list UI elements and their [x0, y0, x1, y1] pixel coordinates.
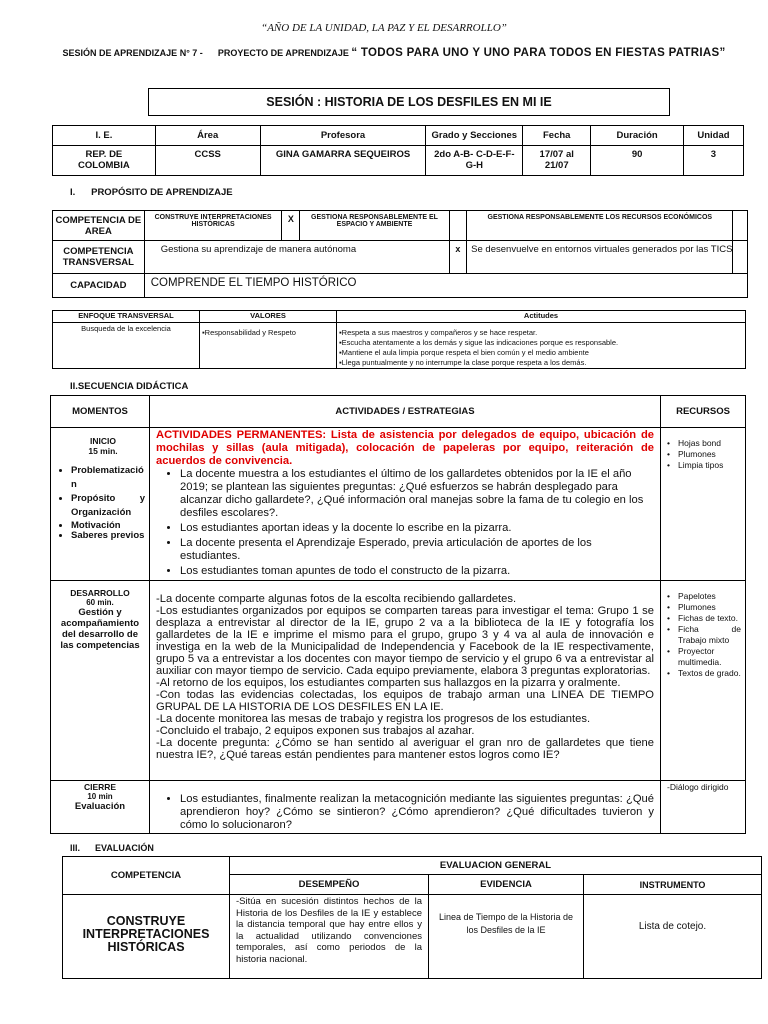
capacidad-value: COMPRENDE EL TIEMPO HISTÓRICO: [144, 274, 747, 298]
desarrollo-activity: -La docente comparte algunas fotos de la escolta recibiendo gallardetes.: [156, 593, 517, 605]
desarrollo-activity: -Al retorno de los equipos, los estudiantes comparten sus hallazgos en la pizarra y oralmente.: [156, 677, 621, 689]
cierre-moment: [51, 781, 150, 834]
resource-item: • Papelotes: [678, 591, 741, 602]
purpose-table: [52, 210, 748, 298]
info-header: Grado y Secciones: [426, 126, 523, 146]
session-header: [60, 46, 728, 60]
valor-text: Responsabilidad y Respeto: [204, 328, 296, 337]
inicio-activity: • Los estudiantes toman apuntes de todo el constructo de la pizarra.: [180, 565, 654, 578]
actitud-item: ▪Escucha atentamente a los demás y sigue las indicaciones porque es responsable.: [339, 338, 619, 347]
info-value-row: [53, 146, 744, 176]
project-title: “ TODOS PARA UNO Y UNO PARA TODOS EN FIESTAS PATRIAS”: [351, 47, 726, 59]
permanent-activities: ACTIVIDADES PERMANENTES: Lista de asistencia por delegados de equipo, ubicación de mochilas y sillas (aula mitigada), colocación de papeleras por equipo, reiteración de acuerdos de convivencia.: [156, 429, 654, 467]
competencia-header: COMPETENCIA: [63, 857, 230, 895]
transversal-2: Se desenvuelve en entornos virtuales generados por las TICS: [467, 241, 733, 274]
inicio-time: 15 min.: [88, 446, 118, 456]
info-value: 2do A-B- C-D-E-F-G-H: [426, 146, 523, 176]
desarrollo-row: [51, 581, 746, 781]
recursos-header: RECURSOS: [661, 396, 746, 428]
competencia-1: CONSTRUYE INTERPRETACIONES HISTÓRICAS: [144, 211, 282, 241]
resource-item: • Fichas de texto.: [678, 613, 741, 624]
motto: “AÑO DE LA UNIDAD, LA PAZ Y EL DESARROLLO”: [261, 22, 507, 34]
info-value: 90: [591, 146, 684, 176]
sequence-table: [50, 395, 746, 834]
project-label: PROYECTO DE APRENDIZAJE: [217, 48, 349, 58]
enfoque-value: Busqueda de la excelencia: [53, 323, 200, 369]
momentos-header: MOMENTOS: [51, 396, 150, 428]
info-value: REP. DE COLOMBIA: [53, 146, 156, 176]
transversal-1: Gestiona su aprendizaje de manera autónoma: [144, 241, 449, 274]
inicio-item: • Motivación: [71, 520, 145, 531]
desarrollo-label: DESARROLLO: [70, 588, 130, 598]
info-header: Profesora: [260, 126, 426, 146]
desempeno-value: -Sitúa en sucesión distintos hechos de la Historia de los Desfiles de la IE y establece la distancia temporal que hay entre ellos y la actualidad utilizando convenciones temporales, así como periodos de la historia nacional.: [230, 895, 429, 979]
desarrollo-activity: -Los estudiantes organizados por equipos se comparten tareas para investigar el tema: Grupo 1 se desplaza a entrevistar al director de la IE, grupo 2 va a la biblioteca de la IE y fotografía los gallardetes de la IE e imprime el mismo para el grupo, grupo 3 y 4 va al aula de innovación e investiga en la web de la Municipalidad de Independencia y Facebook de la IE respectivamente, grupo 5 va a entrevistar a los docentes con mayor tiempo de servicio y el grupo 6 va a entrevistar al auxiliar con mayor tiempo de servicio. Cada equipo previamente, elabora 3 preguntas exploratorias.: [156, 605, 654, 677]
session-number: SESIÓN DE APRENDIZAJE N° 7 -: [62, 48, 203, 58]
section-1-title: I. PROPÓSITO DE APRENDIZAJE: [70, 187, 233, 198]
inicio-item: • Propósito y Organización: [71, 492, 145, 520]
inicio-item: • Saberes previos: [71, 531, 145, 541]
desarrollo-activities: [150, 581, 661, 781]
info-table: [52, 125, 744, 176]
valores-header: VALORES: [200, 311, 337, 323]
evidencia-header: EVIDENCIA: [429, 875, 584, 895]
evaluation-table: [62, 856, 762, 979]
section-3-title: III. EVALUACIÓN: [70, 843, 154, 853]
section-2-title: II.SECUENCIA DIDÁCTICA: [70, 381, 189, 392]
actitudes-list: [337, 323, 746, 369]
inicio-label: INICIO: [90, 436, 116, 446]
actitud-item: ▪Respeta a sus maestros y compañeros y se hace respetar.: [339, 328, 538, 337]
cierre-resource: -Diálogo dirigido: [661, 781, 746, 834]
info-header: Duración: [591, 126, 684, 146]
info-header-row: [53, 126, 744, 146]
cierre-row: [51, 781, 746, 834]
desarrollo-activity: -La docente monitorea las mesas de trabajo y registra los progresos de los estudiantes.: [156, 713, 591, 725]
inicio-item: • Problematización: [71, 464, 145, 492]
enfoque-table: [52, 310, 746, 369]
inicio-moment: [51, 428, 150, 581]
competencia-1-mark: X: [282, 211, 300, 241]
cierre-subtitle: Evaluación: [74, 801, 126, 812]
desarrollo-time: 60 min.: [86, 598, 114, 607]
actividades-header: ACTIVIDADES / ESTRATEGIAS: [150, 396, 661, 428]
resource-item: • Plumones: [678, 602, 741, 613]
inicio-resource-list: [678, 438, 741, 471]
info-header: Fecha: [523, 126, 591, 146]
competencia-transversal-label: COMPETENCIA TRANSVERSAL: [53, 241, 145, 274]
cierre-time: 10 min: [87, 792, 113, 801]
desarrollo-subtitle: Gestión y acompañamiento del desarrollo de las competencias: [60, 607, 140, 651]
resource-item: • Hojas bond: [678, 438, 741, 449]
transversal-2-mark: [733, 241, 748, 274]
cierre-activities: [150, 781, 661, 834]
desarrollo-moment: [51, 581, 150, 781]
capacidad-label: CAPACIDAD: [53, 274, 145, 298]
resource-item: • Plumones: [678, 449, 741, 460]
desempeno-header: DESEMPEÑO: [230, 875, 429, 895]
inicio-activity: • La docente muestra a los estudiantes el último de los gallardetes obtenidos por la IE el año 2019; se plantean las siguientes preguntas: ¿Qué esfuerzos se habrán desplegado para alcanzar dicho gallardete?, ¿Qué información oral manejas sobre la fama de tu colegio en los desfiles escolares?.: [180, 468, 654, 520]
instrumento-value: Lista de cotejo.: [584, 895, 762, 979]
inicio-items: [57, 464, 149, 541]
inicio-activity-list: [156, 468, 654, 578]
actitud-item: ▪Llega puntualmente y no interrumpe la clase porque respeta a los demás.: [339, 358, 587, 367]
desarrollo-resource-list: [678, 591, 741, 679]
resource-item: • Textos de grado.: [678, 668, 741, 679]
evaluacion-general-header: EVALUACION GENERAL: [230, 857, 762, 875]
inicio-activity: • Los estudiantes aportan ideas y la docente lo escribe en la pizarra.: [180, 522, 654, 535]
resource-item: • Ficha de Trabajo mixto: [678, 624, 741, 646]
cierre-label: CIERRE: [83, 782, 117, 792]
transversal-mark: x: [449, 241, 467, 274]
cierre-activity: • Los estudiantes, finalmente realizan la metacognición mediante las siguientes preguntas: ¿Qué aprendieron hoy? ¿Cómo se sintieron? ¿Cómo aprendieron? ¿Qué dificultades tuvieron y cómo lo solucionaron?: [180, 793, 654, 832]
info-header: I. E.: [53, 126, 156, 146]
competencia-area-label: COMPETENCIA DE AREA: [53, 211, 145, 241]
actitud-item: ▪Mantiene el aula limpia porque respeta el bien común y el medio ambiente: [339, 348, 589, 357]
actitudes-header: Actitudes: [337, 311, 746, 323]
desarrollo-resources: [661, 581, 746, 781]
desarrollo-activity: -Con todas las evidencias colectadas, los equipos de trabajo arman una LINEA DE TIEMPO GRUPAL DE LA HISTORIA DE LOS DESFILES EN LA IE.: [156, 689, 654, 713]
resource-item: • Limpia tipos: [678, 460, 741, 471]
session-title: SESIÓN : HISTORIA DE LOS DESFILES EN MI IE: [148, 88, 670, 116]
resource-item: • Proyector multimedia.: [678, 646, 741, 668]
evidencia-value: Linea de Tiempo de la Historia de los Desfiles de la IE: [429, 895, 584, 979]
desarrollo-activity: -La docente pregunta: ¿Cómo se han sentido al averiguar el gran nro de gallardetes que tiene nuestra IE?, ¿Qué tareas están pendientes para mantener estos logros como IE?: [156, 737, 654, 761]
competencia-2: GESTIONA RESPONSABLEMENTE EL ESPACIO Y AMBIENTE: [300, 211, 449, 241]
info-value: 3: [683, 146, 743, 176]
competencia-2-mark: [449, 211, 467, 241]
inicio-activities: [150, 428, 661, 581]
info-value: GINA GAMARRA SEQUEIROS: [260, 146, 426, 176]
info-value: CCSS: [155, 146, 260, 176]
competencia-value: CONSTRUYE INTERPRETACIONES HISTÓRICAS: [63, 895, 230, 979]
info-header: Área: [155, 126, 260, 146]
valor-value: ▪Responsabilidad y Respeto: [200, 323, 337, 369]
inicio-row: [51, 428, 746, 581]
competencia-3: GESTIONA RESPONSABLEMENTE LOS RECURSOS ECONÓMICOS: [467, 211, 733, 241]
cierre-activity-list: [156, 793, 654, 832]
info-header: Unidad: [683, 126, 743, 146]
inicio-resources: [661, 428, 746, 581]
inicio-activity: • La docente presenta el Aprendizaje Esperado, previa articulación de aportes de los estudiantes.: [180, 537, 654, 563]
enfoque-header: ENFOQUE TRANSVERSAL: [53, 311, 200, 323]
info-value: 17/07 al 21/07: [523, 146, 591, 176]
competencia-3-mark: [733, 211, 748, 241]
desarrollo-activity: -Concluido el trabajo, 2 equipos exponen sus trabajos al azahar.: [156, 725, 475, 737]
instrumento-header: INSTRUMENTO: [584, 875, 762, 895]
